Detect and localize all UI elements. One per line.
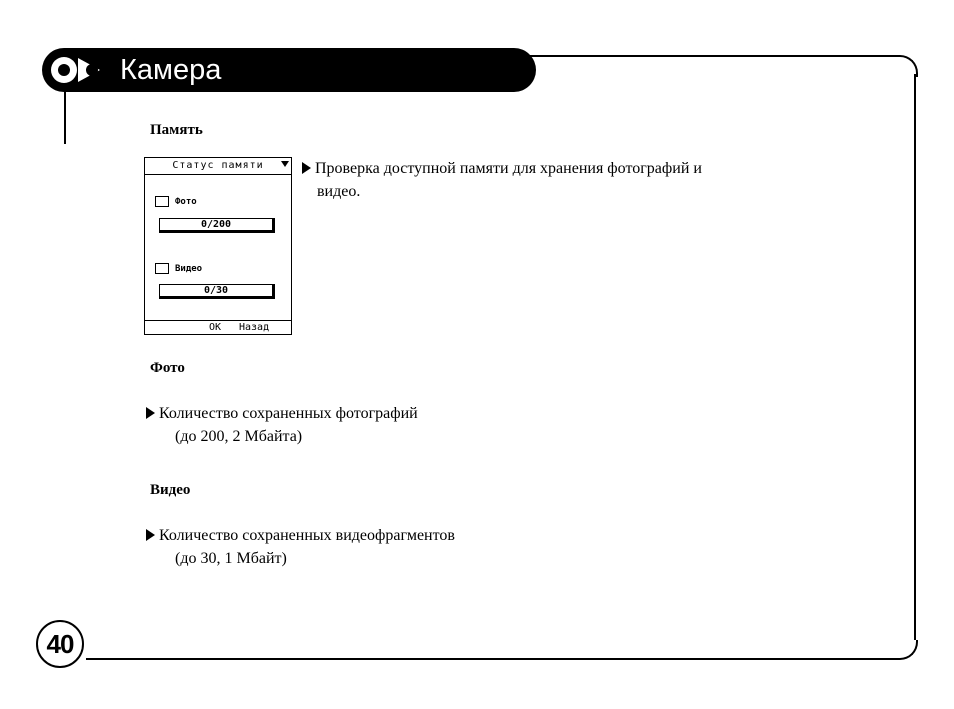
- phone-photo-label: Фото: [175, 197, 197, 207]
- photo-description-line1: Количество сохраненных фотографий: [159, 405, 418, 422]
- memory-description-line2: видео.: [317, 183, 361, 200]
- triangle-bullet-icon: [146, 529, 155, 541]
- video-description-line1: Количество сохраненных видеофрагментов: [159, 527, 455, 544]
- phone-video-label: Видео: [175, 264, 203, 274]
- photo-folder-icon: [155, 196, 169, 207]
- phone-screen-memory-status: [144, 157, 292, 335]
- phone-video-count: 0/30: [159, 284, 275, 299]
- triangle-bullet-icon: [302, 162, 311, 174]
- video-heading: Видео: [150, 482, 191, 498]
- page-frame-bottom: [86, 640, 918, 660]
- triangle-bullet-icon: [146, 407, 155, 419]
- chapter-header: [42, 48, 536, 92]
- phone-screen-title: Статус памяти: [145, 158, 291, 175]
- page-number: 40: [36, 620, 84, 668]
- photo-heading: Фото: [150, 360, 185, 376]
- memory-description-line1: Проверка доступной памяти для хранения фотографий и: [315, 160, 702, 177]
- video-folder-icon: [155, 263, 169, 274]
- left-margin-rule: [64, 88, 66, 144]
- softkey-back[interactable]: Назад: [239, 322, 270, 333]
- chapter-title: Камера: [120, 54, 222, 86]
- page-frame-right: [914, 74, 916, 640]
- photo-description-line2: (до 200, 2 Мбайта): [175, 428, 303, 445]
- video-description: [146, 524, 455, 570]
- video-description-line2: (до 30, 1 Мбайт): [175, 550, 287, 567]
- memory-description: [302, 157, 702, 203]
- memory-heading: Память: [150, 122, 203, 138]
- camera-logo-icon: [48, 54, 108, 86]
- photo-description: [146, 402, 418, 448]
- phone-softkey-bar: [145, 320, 291, 334]
- scroll-indicator-icon: [281, 161, 289, 167]
- phone-photo-count: 0/200: [159, 218, 275, 233]
- softkey-ok[interactable]: OK: [209, 322, 222, 333]
- page-frame-top: [510, 55, 918, 77]
